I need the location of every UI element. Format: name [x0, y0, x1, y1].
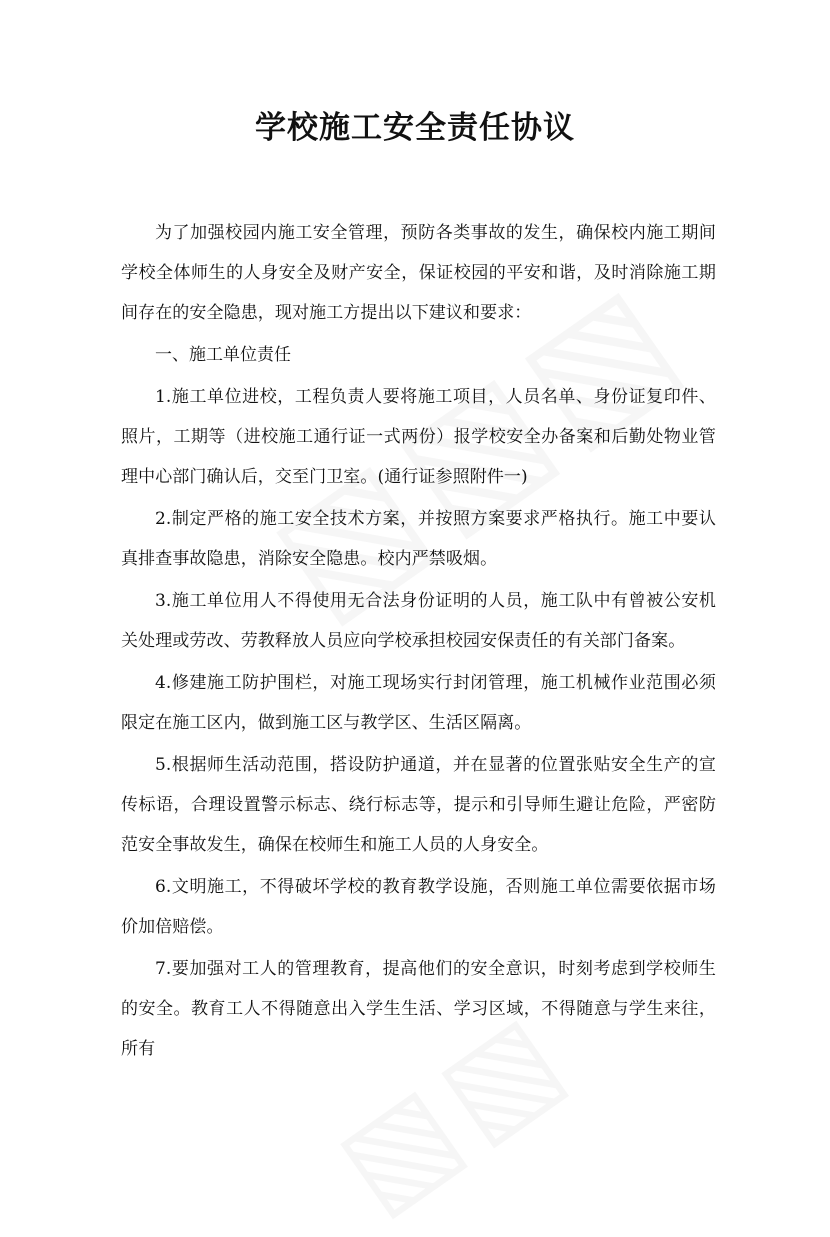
list-item: 3.施工单位用人不得使用无合法身份证明的人员，施工队中有曾被公安机关处理或劳改、劳教释放人员应向学校承担校园安保责任的有关部门备案。 — [121, 591, 716, 651]
list-item: 1.施工单位进校，工程负责人要将施工项目，人员名单、身份证复印件、照片，工期等（进校施工通行证一式两份）报学校安全办备案和后勤处物业管理中心部门确认后，交至门卫室。(通行证参照附件一) — [121, 387, 716, 487]
section-heading: 一、施工单位责任 — [155, 345, 291, 365]
document-title: 学校施工安全责任协议 — [255, 110, 575, 146]
list-item: 4.修建施工防护围栏，对施工现场实行封闭管理，施工机械作业范围必须限定在施工区内，做到施工区与教学区、生活区隔离。 — [121, 673, 716, 733]
intro-paragraph: 为了加强校园内施工安全管理，预防各类事故的发生，确保校内施工期间学校全体师生的人身安全及财产安全，保证校园的平安和谐，及时消除施工期间存在的安全隐患，现对施工方提出以下建议和要求： — [121, 223, 716, 323]
list-item: 7.要加强对工人的管理教育，提高他们的安全意识，时刻考虑到学校师生的安全。教育工人不得随意出入学生生活、学习区域，不得随意与学生来往，所有 — [121, 959, 716, 1059]
document-body — [121, 213, 716, 1071]
list-item: 6.文明施工，不得破坏学校的教育教学设施，否则施工单位需要依据市场价加倍赔偿。 — [121, 877, 716, 937]
list-item: 2.制定严格的施工安全技术方案，并按照方案要求严格执行。施工中要认真排查事故隐患，消除安全隐患。校内严禁吸烟。 — [121, 509, 716, 569]
list-item: 5.根据师生活动范围，搭设防护通道，并在显著的位置张贴安全生产的宣传标语，合理设置警示标志、绕行标志等，提示和引导师生避让危险，严密防范安全事故发生，确保在校师生和施工人员的人身安全。 — [121, 755, 716, 855]
